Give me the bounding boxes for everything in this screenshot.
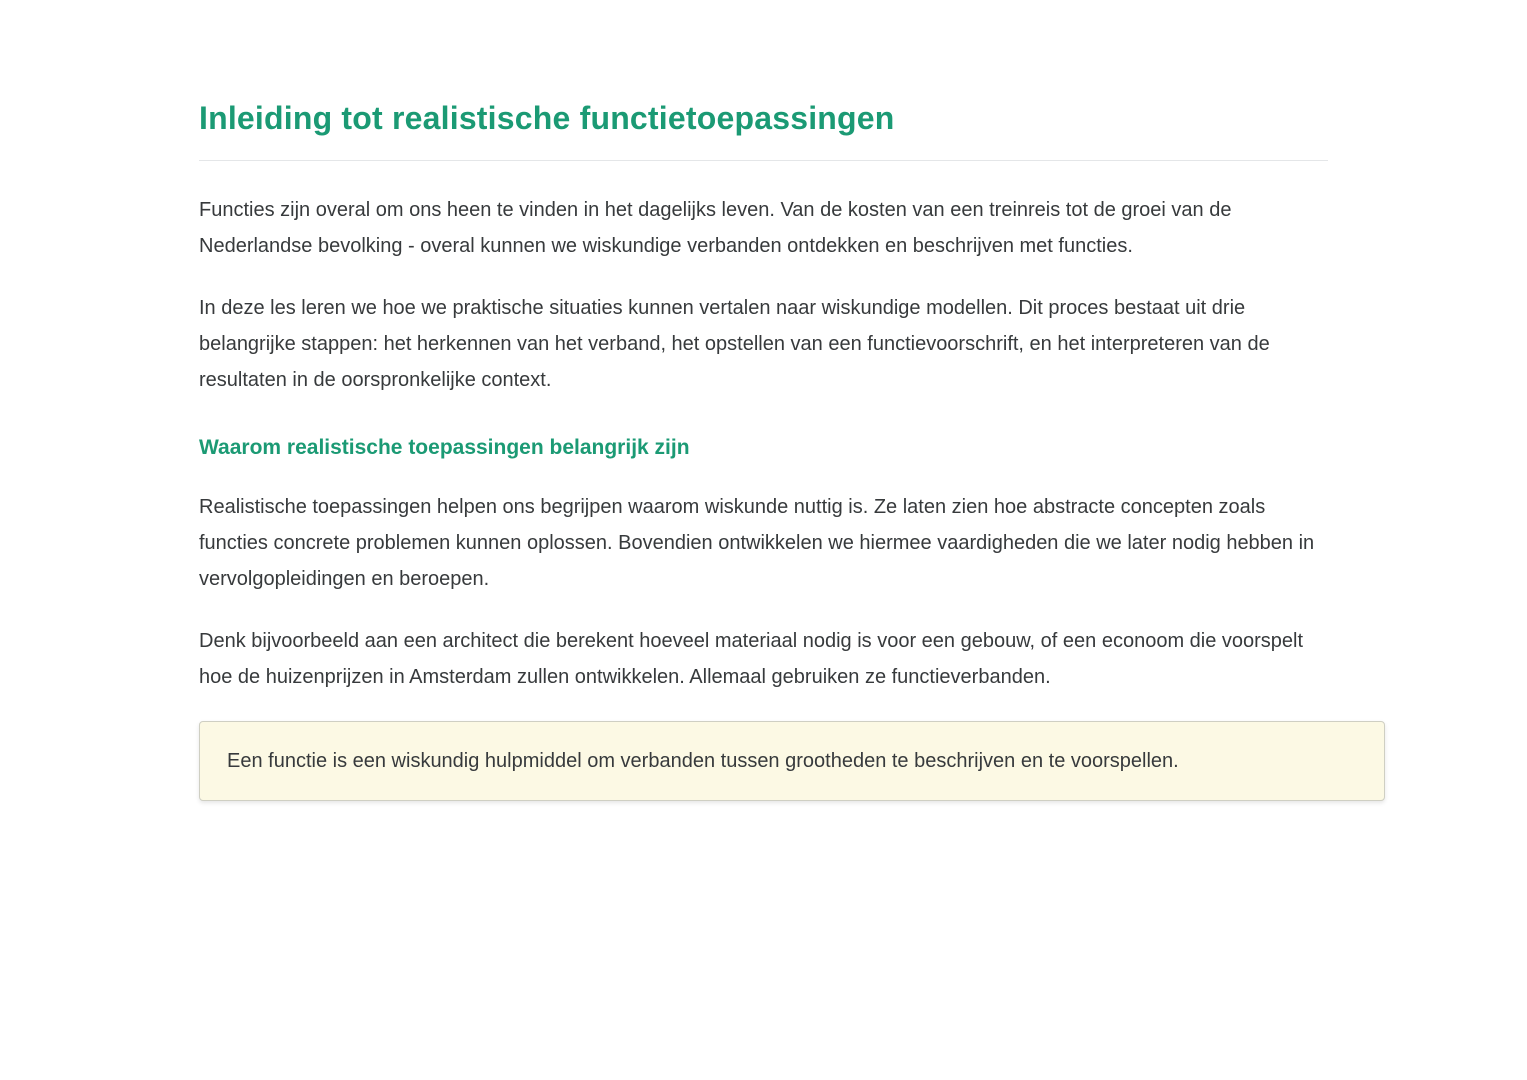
section-paragraph-1: Realistische toepassingen helpen ons begrijpen waarom wiskunde nuttig is. Ze laten zien hoe abstracte concepten zoals functies concrete problemen kunnen oplossen. Bovendien ontwikkelen we hiermee vaardigheden die we later nodig hebben in vervolgopleidingen en beroepen. <box>199 496 1315 590</box>
callout-text: Een functie is een wiskundig hulpmiddel om verbanden tussen grootheden te beschrijven en te voorspellen. <box>227 750 1179 772</box>
article-content <box>199 0 1328 801</box>
callout-box <box>199 721 1385 801</box>
intro-paragraph-1: Functies zijn overal om ons heen te vinden in het dagelijks leven. Van de kosten van een treinreis tot de groei van de Nederlandse bevolking - overal kunnen we wiskundige verbanden ontdekken en beschrijven met functies. <box>199 199 1232 257</box>
section-paragraph-2: Denk bijvoorbeeld aan een architect die berekent hoeveel materiaal nodig is voor een gebouw, of een econoom die voorspelt hoe de huizenprijzen in Amsterdam zullen ontwikkelen. Allemaal gebruiken ze functieverbanden. <box>199 630 1304 688</box>
page-title: Inleiding tot realistische functietoepassingen <box>199 100 895 136</box>
title-divider <box>199 160 1328 161</box>
section-heading: Waarom realistische toepassingen belangrijk zijn <box>199 436 690 459</box>
intro-paragraph-2: In deze les leren we hoe we praktische situaties kunnen vertalen naar wiskundige modellen. Dit proces bestaat uit drie belangrijke stappen: het herkennen van het verband, het opstellen van een functievoorschrift, en het interpreteren van de resultaten in de oorspronkelijke context. <box>199 297 1270 391</box>
